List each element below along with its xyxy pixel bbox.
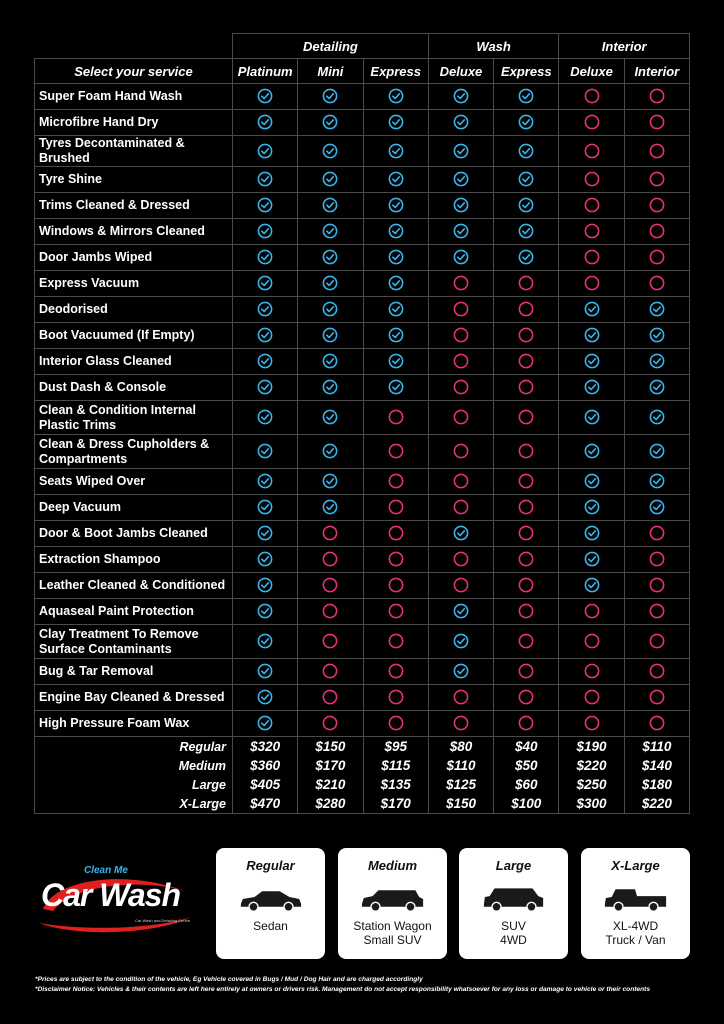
service-name: Door Jambs Wiped	[35, 245, 233, 271]
not-included-circle-icon	[559, 599, 624, 625]
included-check-icon	[298, 84, 363, 110]
service-name: Engine Bay Cleaned & Dressed	[35, 685, 233, 711]
price-value: $470	[233, 794, 298, 814]
service-row	[35, 599, 690, 625]
included-check-icon	[233, 84, 298, 110]
included-check-icon	[233, 323, 298, 349]
included-check-icon	[559, 349, 624, 375]
not-included-circle-icon	[494, 271, 559, 297]
not-included-circle-icon	[494, 323, 559, 349]
service-name: Deep Vacuum	[35, 495, 233, 521]
price-value: $110	[428, 756, 493, 775]
included-check-icon	[233, 271, 298, 297]
price-value: $50	[494, 756, 559, 775]
not-included-circle-icon	[363, 573, 428, 599]
not-included-circle-icon	[624, 711, 689, 737]
not-included-circle-icon	[363, 469, 428, 495]
not-included-circle-icon	[624, 219, 689, 245]
not-included-circle-icon	[494, 625, 559, 659]
included-check-icon	[363, 297, 428, 323]
included-check-icon	[624, 349, 689, 375]
price-size-label: Regular	[35, 737, 233, 757]
not-included-circle-icon	[494, 599, 559, 625]
included-check-icon	[233, 599, 298, 625]
not-included-circle-icon	[298, 521, 363, 547]
included-check-icon	[559, 323, 624, 349]
included-check-icon	[298, 245, 363, 271]
not-included-circle-icon	[494, 659, 559, 685]
included-check-icon	[624, 297, 689, 323]
not-included-circle-icon	[363, 599, 428, 625]
price-value: $170	[298, 756, 363, 775]
included-check-icon	[298, 167, 363, 193]
included-check-icon	[363, 110, 428, 136]
service-name: Tyres Decontaminated & Brushed	[35, 136, 233, 167]
service-row	[35, 219, 690, 245]
vehicle-card-description: Sedan	[253, 919, 288, 933]
not-included-circle-icon	[428, 375, 493, 401]
not-included-circle-icon	[298, 659, 363, 685]
included-check-icon	[428, 599, 493, 625]
included-check-icon	[559, 573, 624, 599]
included-check-icon	[363, 245, 428, 271]
suv-icon	[480, 885, 548, 913]
service-row	[35, 401, 690, 435]
service-row	[35, 349, 690, 375]
not-included-circle-icon	[428, 323, 493, 349]
price-note: *Prices are subject to the condition of the vehicle, Eg Vehicle covered in Bugs / Mud / Dog Hair and are charged accordingly	[35, 976, 423, 983]
included-check-icon	[494, 110, 559, 136]
not-included-circle-icon	[363, 401, 428, 435]
included-check-icon	[298, 271, 363, 297]
vehicle-card-description: 4WD	[500, 933, 527, 947]
included-check-icon	[233, 245, 298, 271]
included-check-icon	[363, 375, 428, 401]
included-check-icon	[233, 495, 298, 521]
not-included-circle-icon	[624, 659, 689, 685]
service-row	[35, 136, 690, 167]
service-row	[35, 271, 690, 297]
not-included-circle-icon	[494, 375, 559, 401]
included-check-icon	[624, 375, 689, 401]
not-included-circle-icon	[428, 495, 493, 521]
not-included-circle-icon	[298, 599, 363, 625]
included-check-icon	[233, 685, 298, 711]
service-row	[35, 375, 690, 401]
not-included-circle-icon	[363, 547, 428, 573]
price-value: $60	[494, 775, 559, 794]
included-check-icon	[233, 547, 298, 573]
included-check-icon	[559, 435, 624, 469]
price-row	[35, 794, 690, 814]
service-name: Extraction Shampoo	[35, 547, 233, 573]
not-included-circle-icon	[559, 625, 624, 659]
price-value: $280	[298, 794, 363, 814]
service-row	[35, 573, 690, 599]
included-check-icon	[363, 136, 428, 167]
not-included-circle-icon	[624, 136, 689, 167]
service-name: Microfibre Hand Dry	[35, 110, 233, 136]
price-value: $220	[624, 794, 689, 814]
price-value: $320	[233, 737, 298, 757]
service-row	[35, 521, 690, 547]
not-included-circle-icon	[298, 573, 363, 599]
logo-big-text: Car Wash	[41, 877, 181, 913]
included-check-icon	[428, 245, 493, 271]
included-check-icon	[428, 136, 493, 167]
service-name: Aquaseal Paint Protection	[35, 599, 233, 625]
included-check-icon	[494, 219, 559, 245]
column-header-5: Deluxe	[559, 59, 624, 84]
not-included-circle-icon	[428, 271, 493, 297]
included-check-icon	[233, 349, 298, 375]
price-value: $170	[363, 794, 428, 814]
not-included-circle-icon	[559, 711, 624, 737]
not-included-circle-icon	[363, 521, 428, 547]
vehicle-card-title: X-Large	[611, 858, 660, 873]
vehicle-card-description: XL-4WD	[612, 919, 659, 933]
service-row	[35, 469, 690, 495]
not-included-circle-icon	[559, 659, 624, 685]
service-row	[35, 110, 690, 136]
price-value: $360	[233, 756, 298, 775]
service-name: High Pressure Foam Wax	[35, 711, 233, 737]
included-check-icon	[233, 297, 298, 323]
service-row	[35, 297, 690, 323]
not-included-circle-icon	[363, 659, 428, 685]
included-check-icon	[233, 136, 298, 167]
not-included-circle-icon	[624, 84, 689, 110]
not-included-circle-icon	[624, 271, 689, 297]
included-check-icon	[233, 110, 298, 136]
select-service-label: Select your service	[35, 59, 233, 84]
price-row	[35, 737, 690, 757]
price-value: $250	[559, 775, 624, 794]
not-included-circle-icon	[624, 167, 689, 193]
included-check-icon	[233, 573, 298, 599]
service-name: Super Foam Hand Wash	[35, 84, 233, 110]
price-value: $180	[624, 775, 689, 794]
service-name: Interior Glass Cleaned	[35, 349, 233, 375]
price-value: $140	[624, 756, 689, 775]
included-check-icon	[559, 547, 624, 573]
not-included-circle-icon	[559, 136, 624, 167]
included-check-icon	[298, 323, 363, 349]
price-value: $135	[363, 775, 428, 794]
price-value: $125	[428, 775, 493, 794]
service-name: Seats Wiped Over	[35, 469, 233, 495]
not-included-circle-icon	[559, 245, 624, 271]
not-included-circle-icon	[624, 521, 689, 547]
column-header-1: Mini	[298, 59, 363, 84]
included-check-icon	[233, 659, 298, 685]
vehicle-card-title: Regular	[246, 858, 295, 873]
included-check-icon	[428, 521, 493, 547]
service-name: Clean & Dress Cupholders & Compartments	[35, 435, 233, 469]
included-check-icon	[494, 84, 559, 110]
service-row	[35, 711, 690, 737]
included-check-icon	[233, 711, 298, 737]
not-included-circle-icon	[624, 685, 689, 711]
not-included-circle-icon	[428, 547, 493, 573]
not-included-circle-icon	[428, 435, 493, 469]
not-included-circle-icon	[428, 401, 493, 435]
service-name: Tyre Shine	[35, 167, 233, 193]
included-check-icon	[298, 375, 363, 401]
included-check-icon	[494, 167, 559, 193]
not-included-circle-icon	[559, 271, 624, 297]
price-value: $190	[559, 737, 624, 757]
column-header-0: Platinum	[233, 59, 298, 84]
included-check-icon	[559, 375, 624, 401]
not-included-circle-icon	[559, 110, 624, 136]
included-check-icon	[298, 435, 363, 469]
included-check-icon	[363, 219, 428, 245]
not-included-circle-icon	[624, 547, 689, 573]
footnotes	[35, 975, 650, 995]
included-check-icon	[363, 193, 428, 219]
price-value: $405	[233, 775, 298, 794]
included-check-icon	[428, 193, 493, 219]
column-header-3: Deluxe	[428, 59, 493, 84]
included-check-icon	[559, 469, 624, 495]
vehicle-card-title: Medium	[367, 858, 418, 873]
not-included-circle-icon	[494, 349, 559, 375]
not-included-circle-icon	[559, 219, 624, 245]
not-included-circle-icon	[494, 469, 559, 495]
vehicle-card-description: SUV	[501, 919, 526, 933]
service-row	[35, 685, 690, 711]
included-check-icon	[428, 84, 493, 110]
price-size-label: Medium	[35, 756, 233, 775]
vehicle-card-title: Large	[495, 858, 532, 873]
not-included-circle-icon	[624, 599, 689, 625]
wagon-icon	[359, 885, 427, 913]
ute-icon	[602, 885, 670, 913]
service-row	[35, 547, 690, 573]
price-size-label: X-Large	[35, 794, 233, 814]
included-check-icon	[624, 469, 689, 495]
vehicle-card-description: Small SUV	[363, 933, 422, 947]
not-included-circle-icon	[494, 685, 559, 711]
vehicle-card-regular	[216, 848, 325, 959]
not-included-circle-icon	[559, 84, 624, 110]
price-value: $210	[298, 775, 363, 794]
not-included-circle-icon	[624, 110, 689, 136]
header-blank-cell	[35, 34, 233, 59]
not-included-circle-icon	[494, 297, 559, 323]
included-check-icon	[298, 297, 363, 323]
not-included-circle-icon	[494, 573, 559, 599]
not-included-circle-icon	[298, 625, 363, 659]
not-included-circle-icon	[298, 547, 363, 573]
price-value: $115	[363, 756, 428, 775]
included-check-icon	[624, 401, 689, 435]
price-value: $150	[428, 794, 493, 814]
service-name: Deodorised	[35, 297, 233, 323]
not-included-circle-icon	[624, 193, 689, 219]
not-included-circle-icon	[494, 495, 559, 521]
group-header-wash: Wash	[428, 34, 559, 59]
service-name: Clay Treatment To Remove Surface Contaminants	[35, 625, 233, 659]
included-check-icon	[233, 219, 298, 245]
service-name: Express Vacuum	[35, 271, 233, 297]
service-row	[35, 495, 690, 521]
included-check-icon	[298, 349, 363, 375]
price-value: $300	[559, 794, 624, 814]
not-included-circle-icon	[428, 685, 493, 711]
included-check-icon	[494, 193, 559, 219]
price-row	[35, 775, 690, 794]
service-row	[35, 84, 690, 110]
included-check-icon	[428, 110, 493, 136]
not-included-circle-icon	[428, 469, 493, 495]
included-check-icon	[233, 521, 298, 547]
group-header-detailing: Detailing	[233, 34, 429, 59]
logo-tagline: Car Wash and Detailing Centre	[135, 918, 191, 923]
included-check-icon	[363, 323, 428, 349]
service-name: Dust Dash & Console	[35, 375, 233, 401]
service-row	[35, 625, 690, 659]
included-check-icon	[494, 245, 559, 271]
included-check-icon	[233, 375, 298, 401]
not-included-circle-icon	[494, 435, 559, 469]
included-check-icon	[363, 271, 428, 297]
included-check-icon	[363, 84, 428, 110]
included-check-icon	[298, 219, 363, 245]
not-included-circle-icon	[363, 435, 428, 469]
not-included-circle-icon	[624, 625, 689, 659]
not-included-circle-icon	[428, 349, 493, 375]
not-included-circle-icon	[363, 685, 428, 711]
service-comparison-table	[34, 33, 690, 814]
included-check-icon	[298, 136, 363, 167]
not-included-circle-icon	[559, 685, 624, 711]
included-check-icon	[298, 110, 363, 136]
price-value: $220	[559, 756, 624, 775]
service-name: Leather Cleaned & Conditioned	[35, 573, 233, 599]
not-included-circle-icon	[559, 193, 624, 219]
service-row	[35, 167, 690, 193]
included-check-icon	[233, 401, 298, 435]
not-included-circle-icon	[428, 711, 493, 737]
service-name: Boot Vacuumed (If Empty)	[35, 323, 233, 349]
not-included-circle-icon	[363, 711, 428, 737]
column-header-6: Interior	[624, 59, 689, 84]
service-name: Door & Boot Jambs Cleaned	[35, 521, 233, 547]
not-included-circle-icon	[494, 401, 559, 435]
not-included-circle-icon	[559, 167, 624, 193]
vehicle-card-x-large	[581, 848, 690, 959]
service-name: Trims Cleaned & Dressed	[35, 193, 233, 219]
column-header-4: Express	[494, 59, 559, 84]
service-name: Bug & Tar Removal	[35, 659, 233, 685]
service-name: Clean & Condition Internal Plastic Trims	[35, 401, 233, 435]
service-row	[35, 245, 690, 271]
sedan-icon	[237, 885, 305, 913]
not-included-circle-icon	[494, 521, 559, 547]
disclaimer-note: *Disclaimer Notice: Vehicles & their contents are left here entirely at owners or drivers risk. Management do not accept responsibility whatsoever for any loss or damage to vehicle or their contents	[35, 986, 650, 993]
column-header-2: Express	[363, 59, 428, 84]
not-included-circle-icon	[428, 297, 493, 323]
not-included-circle-icon	[298, 711, 363, 737]
price-value: $100	[494, 794, 559, 814]
not-included-circle-icon	[624, 573, 689, 599]
price-value: $110	[624, 737, 689, 757]
vehicle-card-description: Station Wagon	[353, 919, 432, 933]
vehicle-card-large	[459, 848, 568, 959]
included-check-icon	[559, 495, 624, 521]
included-check-icon	[298, 495, 363, 521]
price-value: $95	[363, 737, 428, 757]
service-row	[35, 193, 690, 219]
included-check-icon	[559, 297, 624, 323]
vehicle-card-description: Truck / Van	[605, 933, 666, 947]
included-check-icon	[363, 167, 428, 193]
included-check-icon	[363, 349, 428, 375]
group-header-interior: Interior	[559, 34, 690, 59]
vehicle-card-medium	[338, 848, 447, 959]
included-check-icon	[298, 401, 363, 435]
included-check-icon	[428, 659, 493, 685]
included-check-icon	[233, 167, 298, 193]
logo-small-text: Clean Me	[84, 865, 128, 876]
included-check-icon	[624, 435, 689, 469]
price-value: $40	[494, 737, 559, 757]
included-check-icon	[559, 401, 624, 435]
included-check-icon	[624, 323, 689, 349]
included-check-icon	[298, 193, 363, 219]
price-row	[35, 756, 690, 775]
not-included-circle-icon	[363, 495, 428, 521]
service-name: Windows & Mirrors Cleaned	[35, 219, 233, 245]
service-row	[35, 435, 690, 469]
not-included-circle-icon	[363, 625, 428, 659]
price-size-label: Large	[35, 775, 233, 794]
service-row	[35, 323, 690, 349]
car-wash-logo	[35, 865, 195, 945]
included-check-icon	[428, 167, 493, 193]
not-included-circle-icon	[298, 685, 363, 711]
not-included-circle-icon	[624, 245, 689, 271]
service-row	[35, 659, 690, 685]
included-check-icon	[298, 469, 363, 495]
not-included-circle-icon	[494, 547, 559, 573]
price-value: $150	[298, 737, 363, 757]
included-check-icon	[494, 136, 559, 167]
included-check-icon	[233, 625, 298, 659]
not-included-circle-icon	[494, 711, 559, 737]
not-included-circle-icon	[428, 573, 493, 599]
included-check-icon	[233, 435, 298, 469]
included-check-icon	[624, 495, 689, 521]
included-check-icon	[233, 469, 298, 495]
price-value: $80	[428, 737, 493, 757]
included-check-icon	[428, 219, 493, 245]
included-check-icon	[428, 625, 493, 659]
included-check-icon	[559, 521, 624, 547]
included-check-icon	[233, 193, 298, 219]
